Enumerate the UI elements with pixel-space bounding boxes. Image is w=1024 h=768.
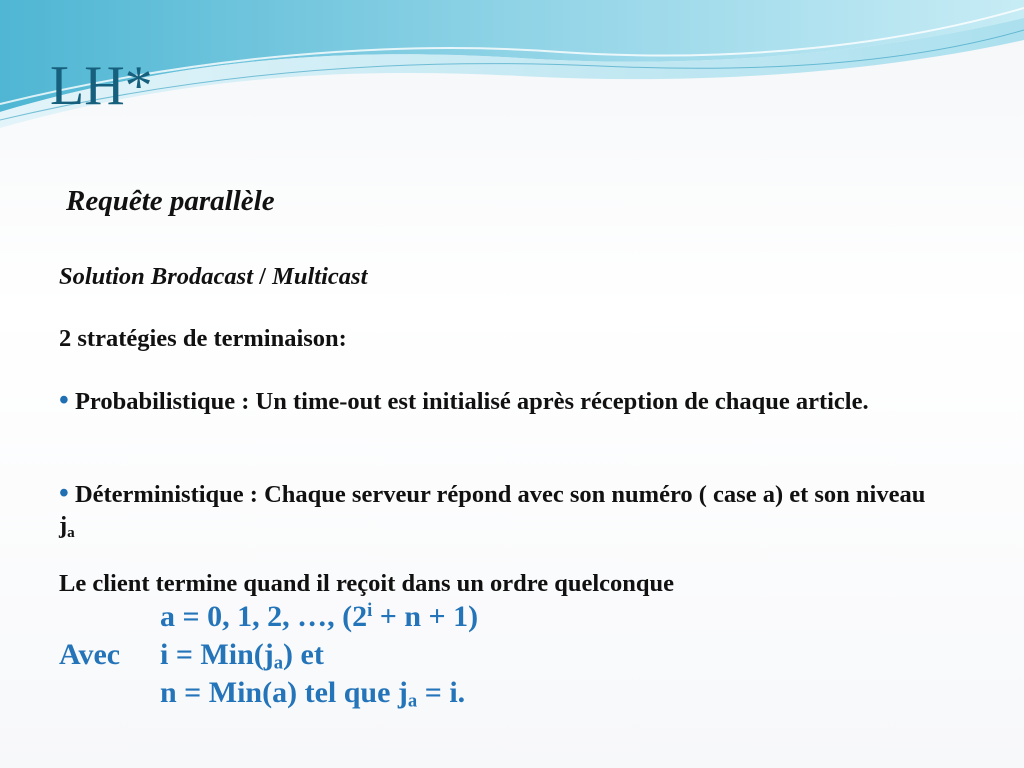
formula-text: = i. xyxy=(417,676,466,709)
formula-text: n = Min(a) tel que j xyxy=(160,676,408,709)
bullet-dot: • xyxy=(59,385,69,416)
formula-text: a = 0, 1, 2, …, (2 xyxy=(160,600,368,634)
header-wave-decoration xyxy=(0,0,1024,130)
solution-slash: / xyxy=(253,263,273,290)
solution-right: Multicast xyxy=(272,263,368,290)
formula-subscript: a xyxy=(273,652,284,674)
formula-a-range xyxy=(160,600,478,634)
formula-text: i = Min(j xyxy=(160,638,274,671)
slide-title: LH* xyxy=(50,55,153,117)
bullet-text: Déterministique : Chaque serveur répond avec son numéro ( case a) et son niveau j xyxy=(59,481,926,539)
client-line: Le client termine quand il reçoit dans un ordre quelconque xyxy=(59,570,675,597)
formula-text: + n + 1) xyxy=(372,600,479,634)
bullet-text: Probabilistique : Un time-out est initialisé après réception de chaque article. xyxy=(68,388,869,415)
formula-avec-label: Avec xyxy=(59,638,121,671)
formula-i-def xyxy=(160,638,324,675)
formula-text: ) et xyxy=(283,638,324,671)
bullet-probabilistic xyxy=(59,385,929,417)
bullet-deterministic xyxy=(59,478,929,548)
bullet-dot: • xyxy=(59,478,69,509)
slide-subtitle: Requête parallèle xyxy=(66,185,275,217)
formula-superscript: i xyxy=(367,600,373,621)
solution-left: Solution Brodacast xyxy=(59,263,254,290)
solution-line xyxy=(59,263,367,291)
strategies-heading: 2 stratégies de terminaison: xyxy=(59,325,347,352)
formula-n-def xyxy=(160,676,465,713)
bullet-subscript: a xyxy=(67,523,75,541)
formula-subscript: a xyxy=(407,690,418,712)
